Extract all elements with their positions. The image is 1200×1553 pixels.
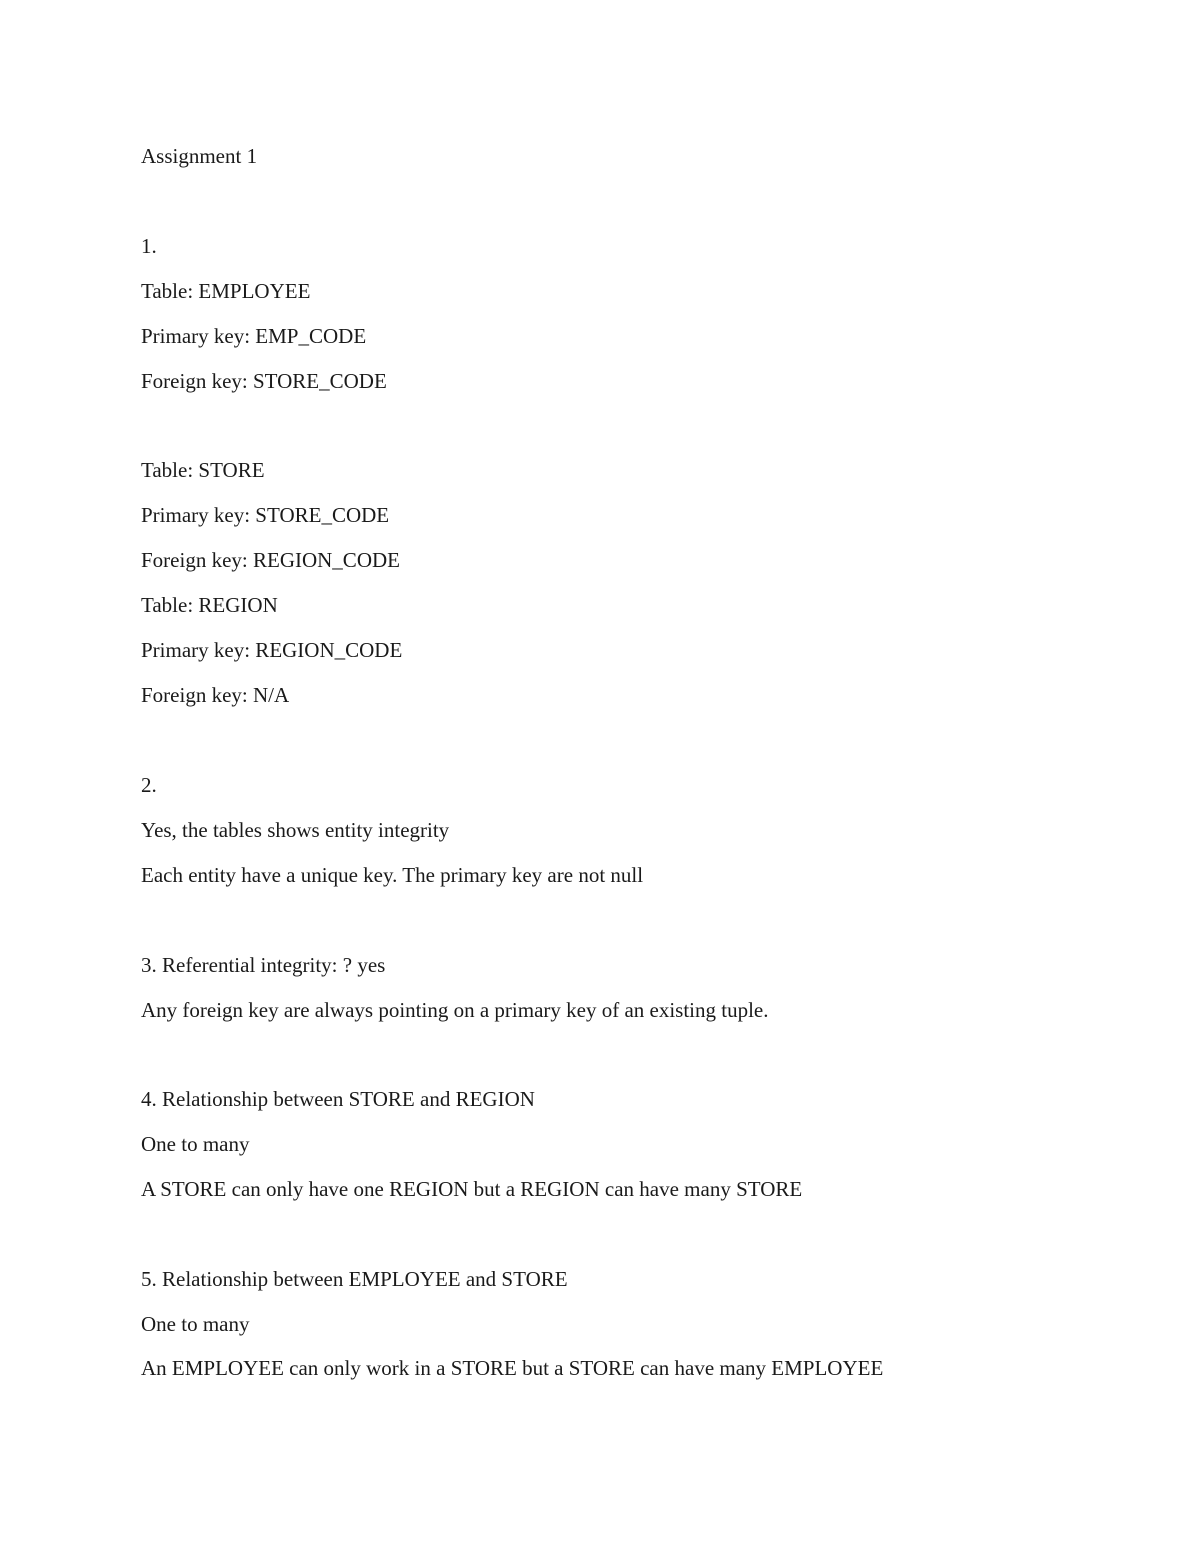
question-2-number: 2.	[141, 773, 157, 797]
question-1-number: 1.	[141, 234, 157, 258]
question-4-explanation: A STORE can only have one REGION but a REGION can have many STORE	[141, 1177, 803, 1201]
region-primary-key-line: Primary key: REGION_CODE	[141, 638, 403, 662]
employee-foreign-key-line: Foreign key: STORE_CODE	[141, 369, 387, 393]
question-5-explanation: An EMPLOYEE can only work in a STORE but a STORE can have many EMPLOYEE	[141, 1356, 884, 1380]
employee-table-line: Table: EMPLOYEE	[141, 279, 311, 303]
store-foreign-key-line: Foreign key: REGION_CODE	[141, 548, 400, 572]
region-foreign-key-line: Foreign key: N/A	[141, 683, 290, 707]
question-5-answer: One to many	[141, 1312, 250, 1336]
region-table-line: Table: REGION	[141, 593, 278, 617]
store-primary-key-line: Primary key: STORE_CODE	[141, 503, 390, 527]
employee-primary-key-line: Primary key: EMP_CODE	[141, 324, 367, 348]
question-2-explanation: Each entity have a unique key. The primary key are not null	[141, 863, 644, 887]
question-4-heading: 4. Relationship between STORE and REGION	[141, 1087, 535, 1111]
question-4-answer: One to many	[141, 1132, 250, 1156]
document-title: Assignment 1	[141, 144, 258, 168]
question-3-explanation: Any foreign key are always pointing on a primary key of an existing tuple.	[141, 998, 769, 1022]
question-2-answer: Yes, the tables shows entity integrity	[141, 818, 450, 842]
question-3-heading: 3. Referential integrity: ? yes	[141, 953, 386, 977]
store-table-line: Table: STORE	[141, 458, 265, 482]
question-5-heading: 5. Relationship between EMPLOYEE and STORE	[141, 1267, 568, 1291]
